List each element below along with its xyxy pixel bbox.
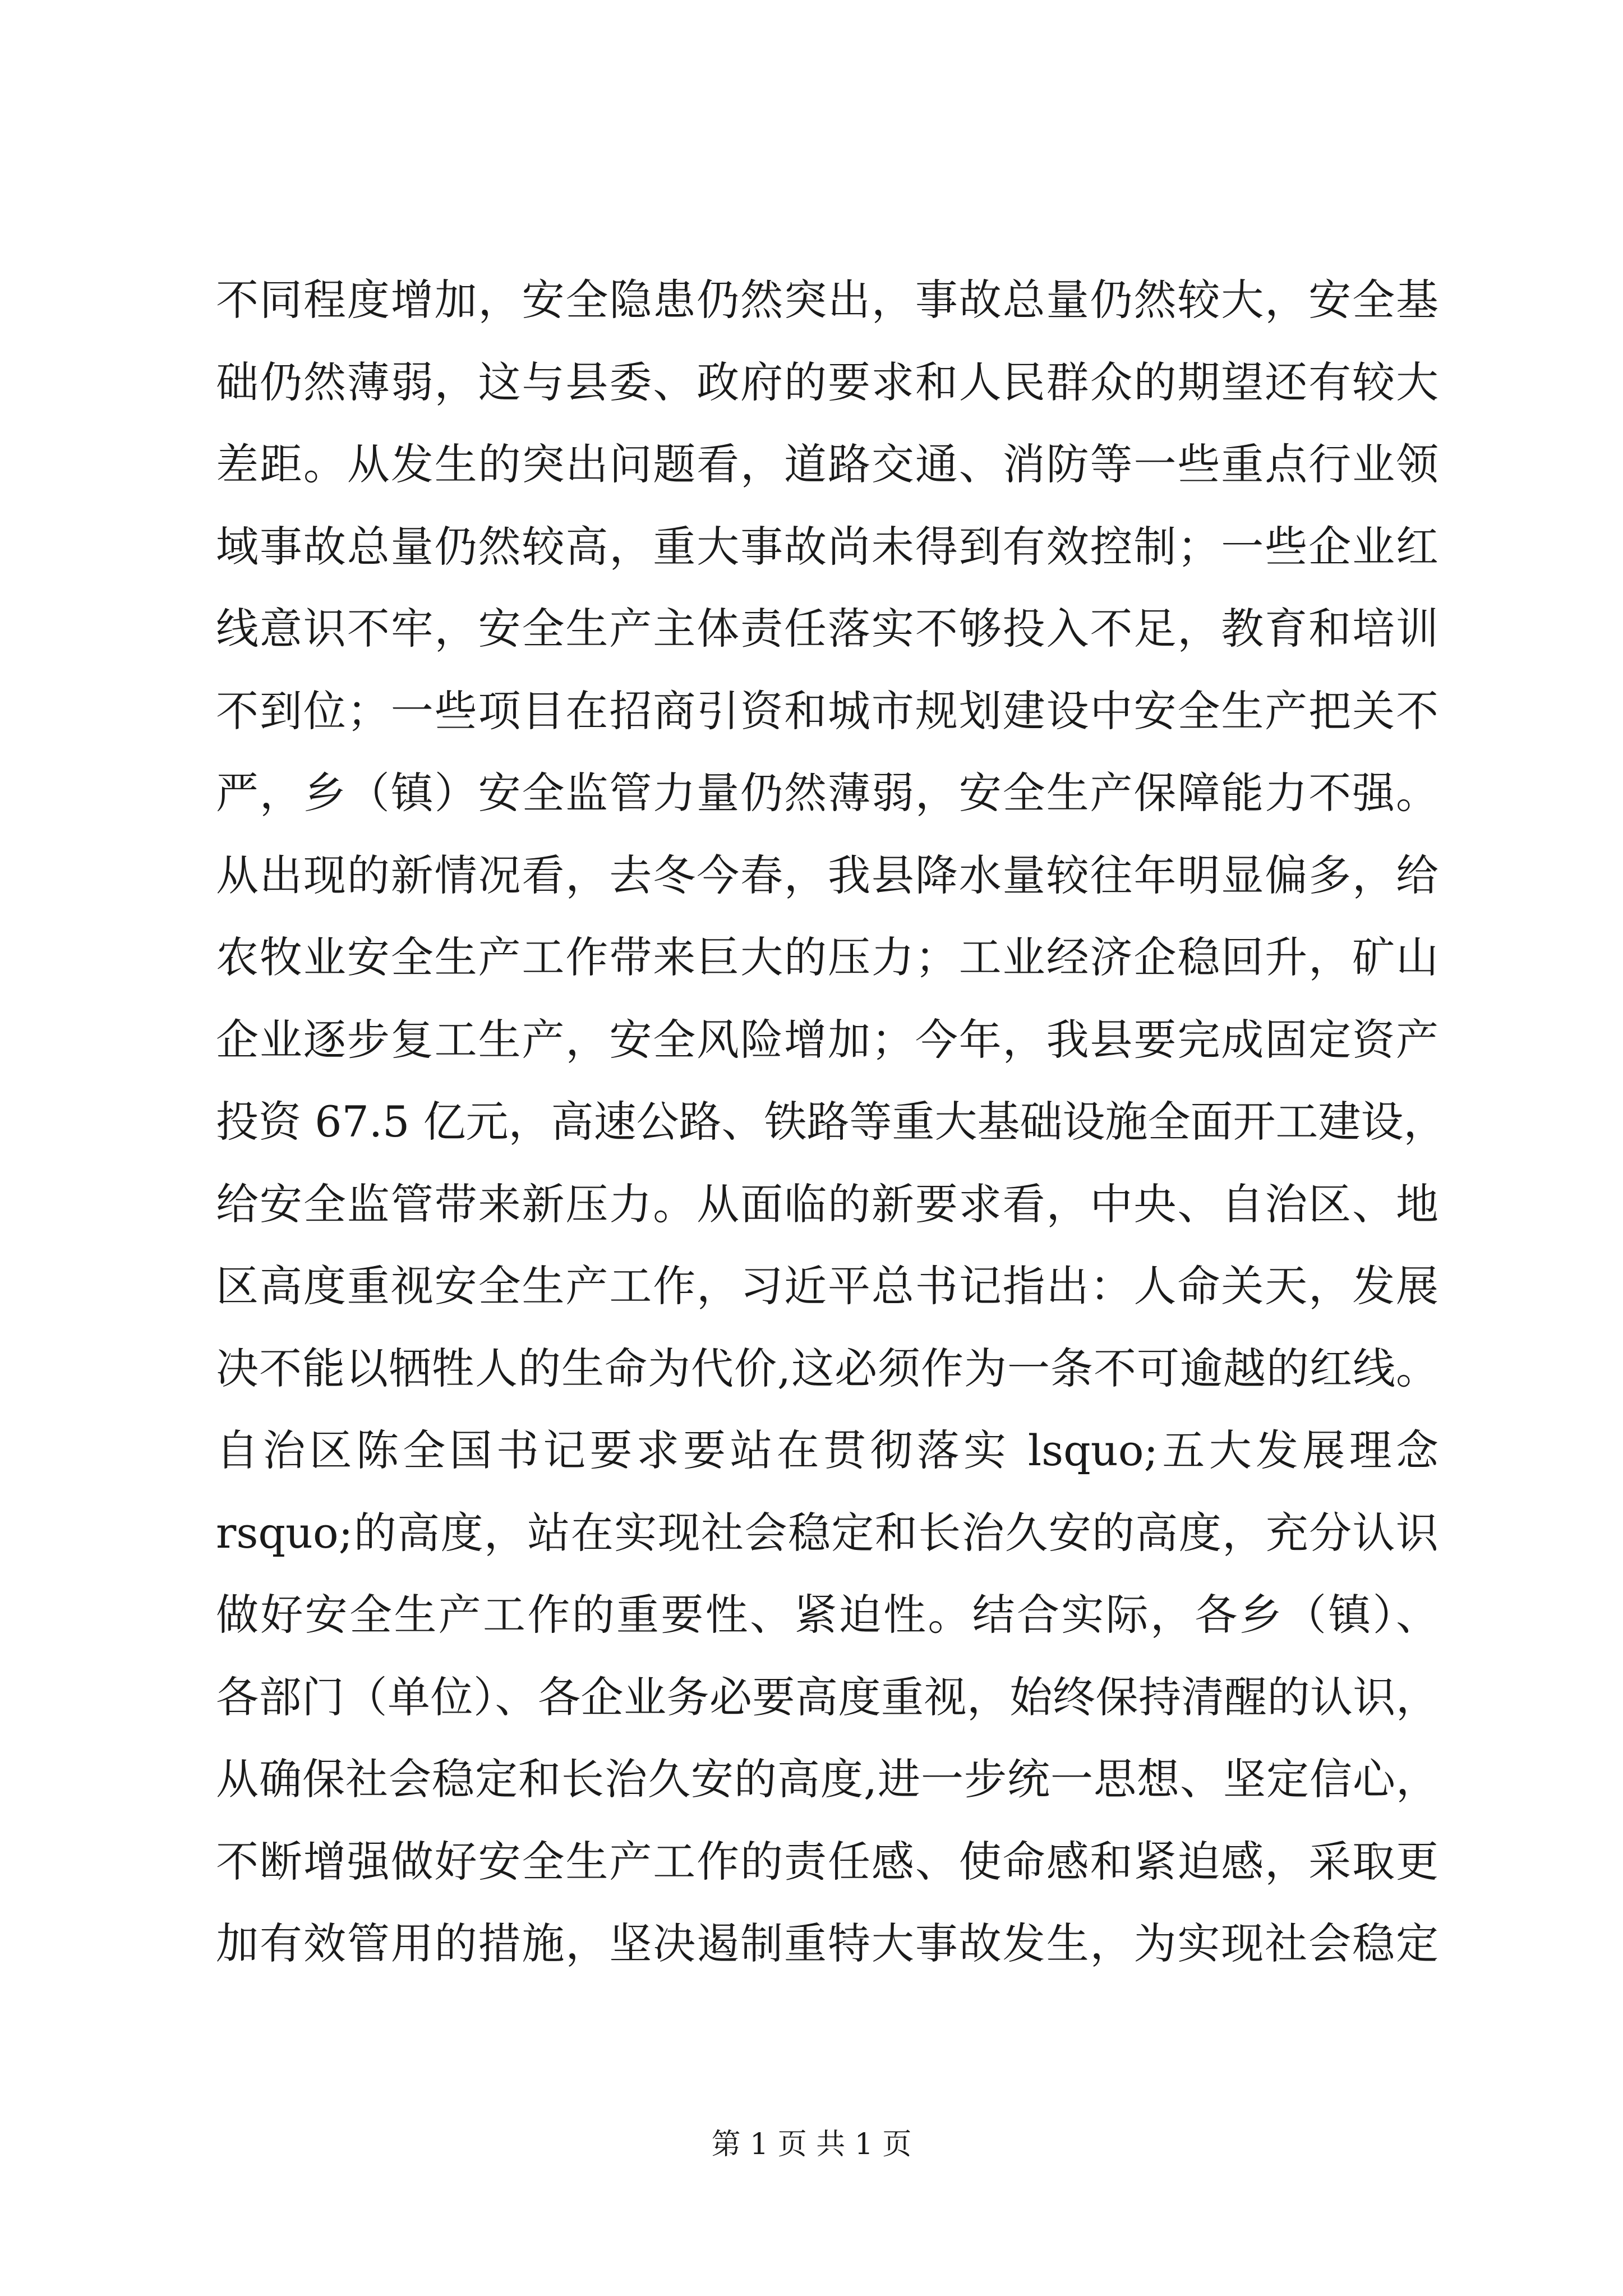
page-footer: 第 1 页 共 1 页: [711, 2128, 912, 2161]
text-line: 严，乡（镇）安全监管力量仍然薄弱，安全生产保障能力不强。: [216, 768, 1438, 818]
text-line: 给安全监管带来新压力。从面临的新要求看，中央、自治区、地: [216, 1179, 1438, 1229]
text-line: 域事故总量仍然较高，重大事故尚未得到有效控制；一些企业红: [216, 521, 1438, 572]
text-line: 自治区陈全国书记要求要站在贯彻落实 lsquo;五大发展理念: [216, 1425, 1438, 1475]
text-line: rsquo;的高度，站在实现社会稳定和长治久安的高度，充分认识: [216, 1507, 1438, 1558]
text-line: 加有效管用的措施，坚决遏制重特大事故发生，为实现社会稳定: [216, 1918, 1438, 1968]
text-line: 差距。从发生的突出问题看，道路交通、消防等一些重点行业领: [216, 439, 1438, 489]
text-line: 决不能以牺牲人的生命为代价,这必须作为一条不可逾越的红线。: [216, 1343, 1438, 1393]
text-line: 不断增强做好安全生产工作的责任感、使命感和紧迫感，采取更: [216, 1836, 1438, 1887]
text-line: 从出现的新情况看，去冬今春，我县降水量较往年明显偏多，给: [216, 850, 1438, 900]
text-line: 企业逐步复工生产，安全风险增加；今年，我县要完成固定资产: [216, 1014, 1438, 1065]
text-line: 从确保社会稳定和长治久安的高度,进一步统一思想、坚定信心，: [216, 1754, 1438, 1804]
text-line: 投资 67.5 亿元，高速公路、铁路等重大基础设施全面开工建设，: [216, 1097, 1446, 1147]
text-line: 础仍然薄弱，这与县委、政府的要求和人民群众的期望还有较大: [216, 357, 1438, 407]
body-text: [216, 259, 1446, 1985]
text-line: 区高度重视安全生产工作，习近平总书记指出：人命关天，发展: [216, 1261, 1438, 1311]
text-line: 做好安全生产工作的重要性、紧迫性。结合实际，各乡（镇）、: [216, 1590, 1438, 1640]
text-line: 不到位；一些项目在招商引资和城市规划建设中安全生产把关不: [216, 685, 1438, 736]
text-line: 各部门（单位）、各企业务必要高度重视，始终保持清醒的认识，: [216, 1672, 1438, 1722]
text-line: 线意识不牢，安全生产主体责任落实不够投入不足，教育和培训: [216, 604, 1438, 654]
text-line: 不同程度增加，安全隐患仍然突出，事故总量仍然较大，安全基: [216, 275, 1438, 325]
text-line: 农牧业安全生产工作带来巨大的压力；工业经济企稳回升，矿山: [216, 932, 1438, 982]
